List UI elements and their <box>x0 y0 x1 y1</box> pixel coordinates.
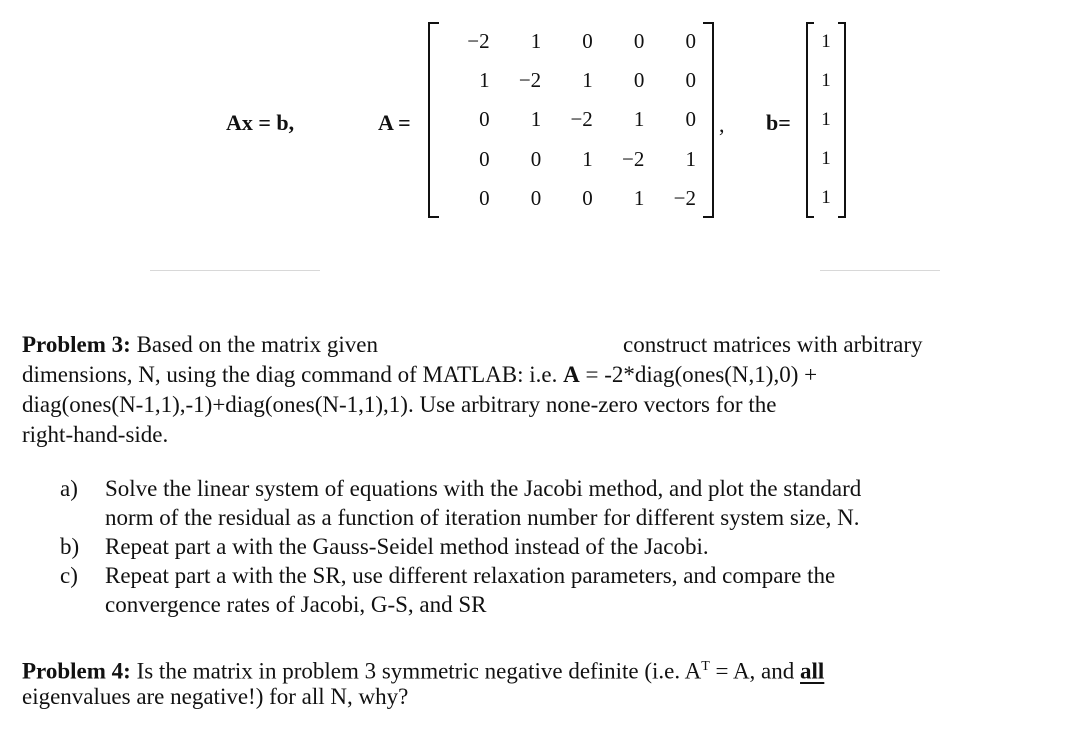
vector-cell: 1 <box>821 30 831 52</box>
matrix-cell: 0 <box>633 68 645 93</box>
system-equation-label: Ax = b, <box>226 110 295 135</box>
problem3-intro-part2: construct matrices with arbitrary <box>623 332 923 357</box>
matrix-a-right-bracket <box>703 22 714 218</box>
matrix-cell: 1 <box>530 107 542 132</box>
scan-artifact-line <box>150 270 320 271</box>
matrix-comma: , <box>719 112 725 137</box>
matrix-cell: −2 <box>467 29 490 54</box>
matrix-cell: 1 <box>530 29 542 54</box>
matrix-cell: 0 <box>530 146 542 171</box>
matrix-cell: 0 <box>479 185 490 210</box>
matrix-cell: −2 <box>673 185 696 210</box>
vector-cell: 1 <box>821 148 831 170</box>
list-item-text: norm of the residual as a function of iteration number for different system size, N. <box>105 505 860 530</box>
vector-b <box>806 22 846 218</box>
matrix-cell: 0 <box>530 185 542 210</box>
list-marker-c: c) <box>60 563 78 588</box>
vector-cell: 1 <box>821 108 831 130</box>
matrix-a-label: A = <box>378 110 411 135</box>
matrix-a <box>428 22 714 218</box>
list-item-text: Repeat part a with the Gauss-Seidel method instead of the Jacobi. <box>105 534 709 559</box>
matrix-cell: −2 <box>570 107 593 132</box>
matrix-cell: 0 <box>479 107 490 132</box>
problem3-line2-text: dimensions, N, using the diag command of MATLAB: i.e. <box>22 362 558 387</box>
list-item <box>60 474 1080 532</box>
matrix-cell: 0 <box>582 29 593 54</box>
matrix-cell: 0 <box>685 107 696 132</box>
vector-b-label: b= <box>766 110 791 135</box>
list-item-text: Repeat part a with the SR, use different relaxation parameters, and compare the <box>105 563 836 588</box>
matrix-cell: 0 <box>582 185 593 210</box>
problem3-line1-right <box>623 330 923 360</box>
list-marker-b: b) <box>60 534 80 559</box>
vector-cell: 1 <box>821 69 831 91</box>
list-item-text: convergence rates of Jacobi, G-S, and SR <box>105 592 487 617</box>
problem4-title: Problem 4: <box>22 658 131 684</box>
problem4-text-a: Is the matrix in problem 3 symmetric negative definite (i.e. A <box>136 658 702 684</box>
problem4-underlined-all: all <box>800 658 825 684</box>
vector-b-cells <box>812 22 840 218</box>
matrix-cell: 0 <box>479 146 490 171</box>
list-item <box>60 561 1080 619</box>
problem3-intro-part1: Based on the matrix given <box>136 332 379 357</box>
matrix-cell: 1 <box>685 146 696 171</box>
transpose-superscript: T <box>701 659 710 674</box>
problem4-text-b: = A, and <box>709 658 801 684</box>
matrix-a-cells <box>438 22 696 218</box>
matrix-cell: 1 <box>582 68 593 93</box>
problem3-line1 <box>22 330 378 360</box>
problem3-matrix-a-symbol: A <box>563 362 580 387</box>
matrix-cell: 0 <box>633 29 645 54</box>
problem3-line2-code: = -2*diag(ones(N,1),0) + <box>585 362 818 387</box>
list-item-text: Solve the linear system of equations with the Jacobi method, and plot the standard <box>105 476 862 501</box>
problem3-line2 <box>22 360 817 390</box>
matrix-cell: 1 <box>633 107 645 132</box>
scan-artifact-line <box>820 270 940 271</box>
matrix-cell: −2 <box>518 68 542 93</box>
matrix-cell: 1 <box>582 146 593 171</box>
problem3-line4: right-hand-side. <box>22 422 169 447</box>
matrix-cell: −2 <box>622 146 645 171</box>
list-item <box>60 532 1080 561</box>
matrix-cell: 1 <box>479 68 490 93</box>
matrix-cell: 1 <box>633 185 645 210</box>
vector-cell: 1 <box>821 187 831 209</box>
list-marker-a: a) <box>60 476 78 501</box>
problem3-title: Problem 3: <box>22 332 131 357</box>
matrix-cell: 0 <box>685 68 696 93</box>
problem3-parts-list <box>60 474 1080 619</box>
problem3-line3: diag(ones(N-1,1),-1)+diag(ones(N-1,1),1). Use arbitrary none-zero vectors for the <box>22 392 777 417</box>
matrix-cell: 0 <box>685 29 696 54</box>
problem4-line2: eigenvalues are negative!) for all N, why? <box>22 684 409 709</box>
